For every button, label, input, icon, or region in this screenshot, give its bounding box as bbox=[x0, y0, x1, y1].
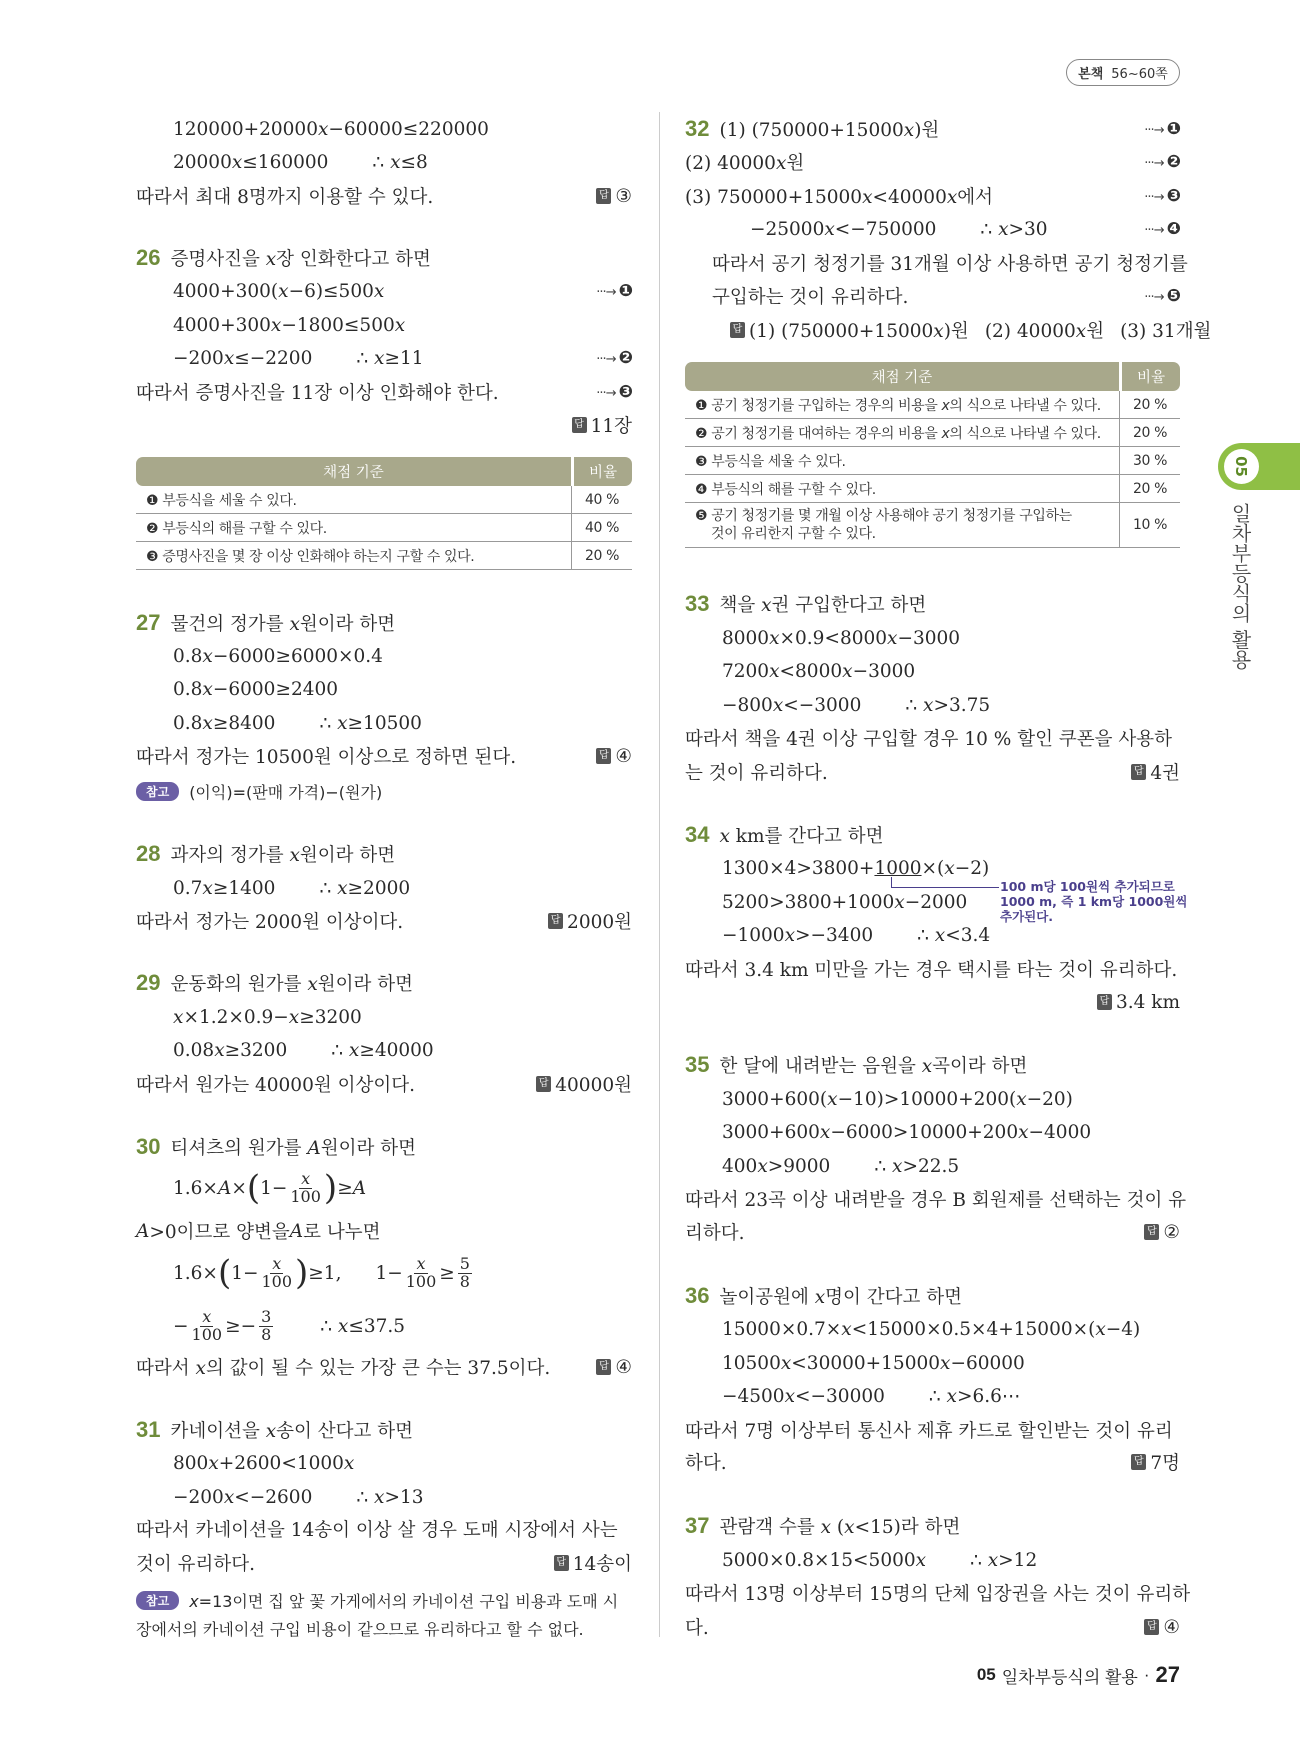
problem-28-title: 28 과자의 정가를 x원이라 하면 bbox=[136, 841, 396, 866]
eq: 4000+300(x−6)≤500x bbox=[173, 280, 385, 302]
header-criteria: 채점 기준 bbox=[136, 457, 571, 486]
eq-line: −1000x>−3400 ∴ x<3.4 bbox=[722, 924, 991, 946]
chapter-number: 05 bbox=[1224, 449, 1259, 484]
step-marker: ···→ ❶ bbox=[596, 281, 632, 301]
reference-note-cont: 장에서의 카네이션 구입 비용이 같으므로 유리하다고 할 수 없다. bbox=[136, 1619, 584, 1639]
answer-icon: 답 bbox=[572, 417, 587, 433]
callout-connector bbox=[891, 877, 999, 888]
conclusion: 따라서 증명사진을 11장 이상 인화해야 한다. bbox=[136, 383, 499, 404]
answer: 답 ② bbox=[1144, 1222, 1180, 1243]
eq-line bbox=[136, 345, 632, 371]
problem-37-title: 37 관람객 수를 x (x<15)라 하면 bbox=[685, 1513, 961, 1538]
problem-34-title: 34 x km를 간다고 하면 bbox=[685, 822, 884, 847]
eq: −200x≤−2200 bbox=[173, 347, 313, 369]
eq-line: x ×1.2×0.9− x ≥3200 bbox=[173, 1006, 362, 1028]
answer-line bbox=[136, 412, 632, 438]
callout-note: 100 m당 100원씩 추가되므로 1000 m, 즉 1 km당 1000원씩 추가된다. bbox=[1000, 879, 1188, 924]
conclusion-line: 는 것이 유리하다. 답 4권 bbox=[685, 759, 1180, 785]
answer: 답 7명 bbox=[1131, 1449, 1180, 1475]
eq-line: (3) 750000+15000x<40000x에서 ···→ ❸ bbox=[685, 186, 1180, 208]
eq-line bbox=[136, 149, 632, 175]
eq-line: −200x<−2600 ∴ x>13 bbox=[173, 1486, 424, 1508]
conclusion-line: 구입하는 것이 유리하다. ···→ ❺ bbox=[712, 286, 1180, 308]
eq-line: 0.8x≥8400 ∴ x≥10500 bbox=[173, 712, 422, 734]
step-marker: ···→ ❸ bbox=[596, 382, 632, 402]
eq-line: 120000+20000 x −60000≤220000 bbox=[173, 118, 489, 140]
table-row: ❸ 부등식을 세울 수 있다. 30 % bbox=[685, 447, 1180, 475]
table-row: ❷ 부등식의 해를 구할 수 있다. 40 % bbox=[136, 514, 632, 542]
answer: 답 3.4 km bbox=[1097, 992, 1180, 1013]
problem-33-title: 33 책을 x권 구입한다고 하면 bbox=[685, 591, 927, 616]
column-divider bbox=[659, 112, 660, 1637]
eq-line: − $\frac{x}{100}$ ≥− $\frac{3}{8}$ ∴ x≤37.5 bbox=[173, 1306, 406, 1344]
grading-criteria-table: 채점 기준 비율 ❶ 공기 청정기를 구입하는 경우의 비용을 x의 식으로 나타낼 수 있다. 20 % ❷ 공기 청정기를 대여하는 경우의 비용을 x의 식으로 나타낼 수 있다. 20 % ❸ 부등식을 세울 수 있다. 30 % ❹ 부등식의 해를 구할 수 있다. 20 % ❺ 공기 청정기를 몇 개월 이상 사용해야 공기 청정기를 구입하는 것이 유리한지 구할 수 있다. 10 % bbox=[685, 362, 1180, 548]
grading-criteria-table bbox=[136, 457, 632, 570]
table-row: ❹ 부등식의 해를 구할 수 있다. 20 % bbox=[685, 475, 1180, 503]
eq-line: 3000+600 x −6000>10000+200 x −4000 bbox=[722, 1121, 1092, 1143]
footer-title: 일차부등식의 활용 bbox=[1001, 1667, 1138, 1687]
eq-line: 4000+300 x −1800≤500 x bbox=[173, 314, 406, 336]
table-row: ❸ 증명사진을 몇 장 이상 인화해야 하는지 구할 수 있다. 20 % bbox=[136, 542, 632, 570]
answer: 답 4권 bbox=[1131, 759, 1180, 785]
badge-label: 본책 bbox=[1078, 67, 1104, 82]
reference-note: 참고 (이익)=(판매 가격)−(원가) bbox=[136, 778, 632, 804]
table-row: ❺ 공기 청정기를 몇 개월 이상 사용해야 공기 청정기를 구입하는 것이 유리한지 구할 수 있다. 10 % bbox=[685, 503, 1180, 548]
eq-result: ∴ x≥11 bbox=[356, 347, 424, 369]
conclusion-line: 따라서 3.4 km 미만을 가는 경우 택시를 타는 것이 유리하다. bbox=[685, 960, 1178, 981]
eq-line: 0.7x≥1400 ∴ x≥2000 bbox=[173, 877, 411, 899]
conclusion-line bbox=[136, 379, 632, 405]
eq-line: (2) 40000x원 ···→ ❷ bbox=[685, 152, 1180, 174]
answer: 답 ④ bbox=[1144, 1617, 1180, 1638]
problem-setup: 물건의 정가를 x원이라 하면 bbox=[170, 614, 396, 635]
problem-36-title: 36 놀이공원에 x명이 간다고 하면 bbox=[685, 1283, 963, 1308]
footer-chapter: 05 bbox=[976, 1665, 996, 1684]
eq-line bbox=[136, 278, 632, 304]
answer: 답 40000원 bbox=[536, 1071, 632, 1097]
answer-line bbox=[685, 317, 1212, 343]
conclusion-line: 따라서 7명 이상부터 통신사 제휴 카드로 할인받는 것이 유리 bbox=[685, 1421, 1173, 1442]
answer-line bbox=[685, 989, 1180, 1015]
table-row: ❷ 공기 청정기를 대여하는 경우의 비용을 x의 식으로 나타낼 수 있다. 20 % bbox=[685, 419, 1180, 447]
problem-number: 27 bbox=[136, 610, 161, 635]
eq-line: 15000×0.7× x <15000×0.5×4+15000×( x −4) bbox=[722, 1318, 1141, 1340]
conclusion-line: 따라서 23곡 이상 내려받을 경우 B 회원제를 선택하는 것이 유 bbox=[685, 1190, 1187, 1211]
conclusion-line: 따라서 13명 이상부터 15명의 단체 입장권을 사는 것이 유리하 bbox=[685, 1584, 1191, 1605]
answer: 답 (1) (750000+15000x)원 (2) 40000x원 (3) 31개월 bbox=[730, 317, 1211, 343]
problem-30-title: 30 티셔츠의 원가를 A원이라 하면 bbox=[136, 1134, 416, 1159]
answer bbox=[596, 186, 632, 207]
conclusion-line: 따라서 정가는 10500원 이상으로 정하면 된다. 답 ④ bbox=[136, 745, 632, 768]
conclusion-line bbox=[136, 183, 632, 209]
eq-result: ∴ x≤8 bbox=[372, 151, 428, 173]
header-ratio: 비율 bbox=[571, 457, 632, 486]
problem-number: 26 bbox=[136, 245, 161, 270]
eq-line: 3000+600( x −10)>10000+200( x −20) bbox=[722, 1088, 1073, 1110]
eq-line: 10500 x <30000+15000 x −60000 bbox=[722, 1352, 1025, 1374]
answer: 답 2000원 bbox=[548, 908, 632, 934]
problem-35-title: 35 한 달에 내려받는 음원을 x곡이라 하면 bbox=[685, 1052, 1028, 1077]
eq-line: 0.8 x −6000≥2400 bbox=[173, 678, 339, 700]
conclusion-line: 하다. 답 7명 bbox=[685, 1449, 1180, 1475]
answer: 답 14송이 bbox=[554, 1550, 632, 1576]
answer: 답 ④ bbox=[596, 746, 632, 767]
problem-26-title bbox=[136, 245, 632, 271]
problem-31-title: 31 카네이션을 x송이 산다고 하면 bbox=[136, 1417, 414, 1442]
step-marker: ···→ ❷ bbox=[596, 348, 632, 368]
eq-line: 5200>3800+1000 x −2000 bbox=[722, 891, 968, 913]
reference-note: 참고 x=13이면 집 앞 꽃 가게에서의 카네이션 구입 비용과 도매 시 bbox=[136, 1587, 632, 1613]
badge-pages: 56~60쪽 bbox=[1111, 67, 1168, 82]
eq-line: 0.8 x −6000≥6000×0.4 bbox=[173, 645, 383, 667]
conclusion-line: 다. 답 ④ bbox=[685, 1616, 1180, 1639]
problem-setup: 증명사진을 x장 인화한다고 하면 bbox=[170, 249, 431, 270]
eq-line: 1.6× ( 1− $\frac{x}{100}$ ) ≥1, 1− $\frac{x}{100}$ ≥ $\frac{5}{8}$ bbox=[173, 1253, 470, 1293]
eq-line: 7200 x <8000 x −3000 bbox=[722, 660, 916, 682]
note-tag: 참고 bbox=[136, 782, 179, 801]
page-number: 27 bbox=[1155, 1662, 1180, 1687]
eq-line: 8000 x ×0.9<8000 x −3000 bbox=[722, 627, 961, 649]
conclusion-line: 따라서 공기 청정기를 31개월 이상 사용하면 공기 청정기를 bbox=[712, 254, 1188, 275]
chapter-side-title: 일차부등식의 활용 bbox=[1228, 503, 1252, 670]
conclusion-line: 따라서 정가는 2000원 이상이다. 답 2000원 bbox=[136, 908, 632, 934]
textbook-page-badge bbox=[1066, 59, 1180, 86]
answer-value: 11장 bbox=[590, 416, 632, 437]
table-row: ❶ 부등식을 세울 수 있다. 40 % bbox=[136, 486, 632, 514]
eq-line: 1.6×A× ( 1− $\frac{x}{100}$ ) ≥A bbox=[173, 1168, 367, 1208]
conclusion: 따라서 최대 8명까지 이용할 수 있다. bbox=[136, 187, 434, 208]
conclusion-line: 따라서 책을 4권 이상 구입할 경우 10 % 할인 쿠폰을 사용하 bbox=[685, 729, 1172, 750]
conclusion-line: 것이 유리하다. 답 14송이 bbox=[136, 1550, 632, 1576]
page-footer: 05 일차부등식의 활용 · 27 bbox=[976, 1662, 1180, 1687]
conclusion-line: 따라서 x의 값이 될 수 있는 가장 큰 수는 37.5이다. 답 ④ bbox=[136, 1356, 632, 1379]
conclusion-line: 따라서 카네이션을 14송이 이상 살 경우 도매 시장에서 사는 bbox=[136, 1520, 618, 1541]
table-row: ❶ 공기 청정기를 구입하는 경우의 비용을 x의 식으로 나타낼 수 있다. 20 % bbox=[685, 391, 1180, 419]
chapter-side-tab[interactable] bbox=[1218, 443, 1300, 490]
answer bbox=[572, 412, 632, 438]
eq-line: −4500x<−30000 ∴ x>6.6⋯ bbox=[722, 1385, 1021, 1407]
eq-line: 800 x +2600<1000 x bbox=[173, 1452, 355, 1474]
conclusion-line: 따라서 원가는 40000원 이상이다. 답 40000원 bbox=[136, 1071, 632, 1097]
eq-line: A >0이므로 양변을 A 로 나누면 bbox=[136, 1220, 381, 1243]
eq-line: −800x<−3000 ∴ x>3.75 bbox=[722, 694, 991, 716]
eq-line: −25000x<−750000 ∴ x>30 ···→ ❹ bbox=[750, 218, 1180, 240]
conclusion-line: 리하다. 답 ② bbox=[685, 1221, 1180, 1244]
eq-line: 0.08x≥3200 ∴ x≥40000 bbox=[173, 1039, 434, 1061]
eq: 20000x≤160000 bbox=[173, 151, 329, 173]
answer-icon: 답 bbox=[596, 188, 611, 204]
eq-line: 1300×4>3800+ 1000 ×(x−2) bbox=[722, 857, 990, 879]
problem-29-title: 29 운동화의 원가를 x원이라 하면 bbox=[136, 970, 414, 995]
answer: 답 ④ bbox=[596, 1357, 632, 1378]
eq-line: 5000×0.8×15<5000x ∴ x>12 bbox=[722, 1549, 1038, 1571]
problem-32-line: 32 (1) (750000+15000x)원 ···→ ❶ bbox=[685, 116, 1180, 141]
answer-value: ③ bbox=[615, 185, 632, 207]
eq-line: 400x>9000 ∴ x>22.5 bbox=[722, 1155, 960, 1177]
problem-27-title bbox=[136, 610, 632, 636]
